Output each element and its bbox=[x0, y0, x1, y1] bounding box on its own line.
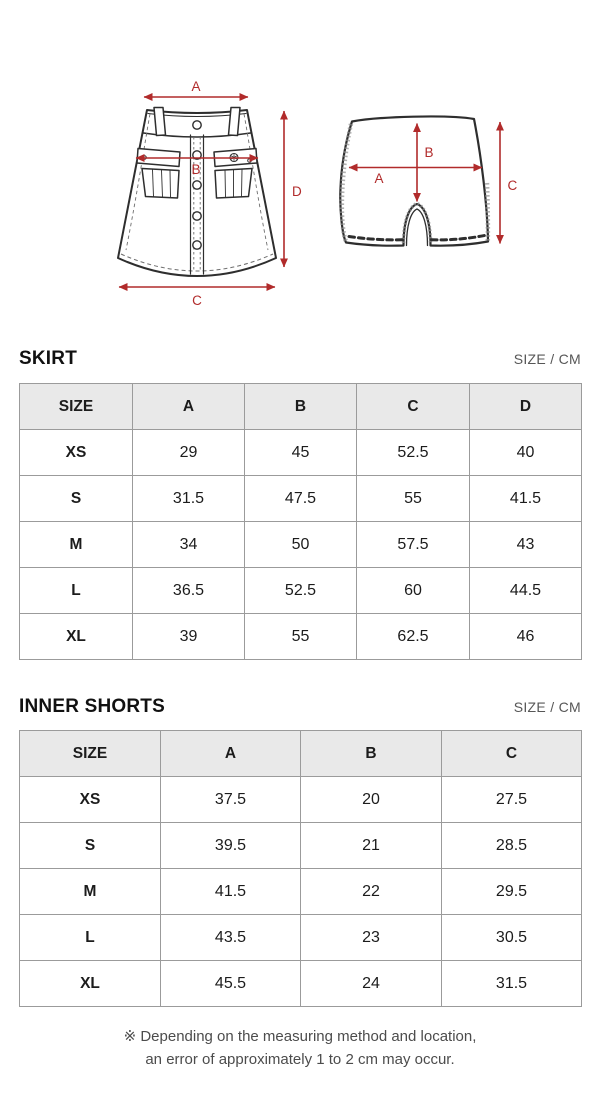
shorts-measure-c-label: C bbox=[507, 178, 518, 193]
table-row bbox=[20, 476, 582, 522]
table-row bbox=[20, 430, 582, 476]
measure-value: 45 bbox=[245, 430, 357, 476]
measure-value: 31.5 bbox=[133, 476, 245, 522]
measure-value: 41.5 bbox=[161, 869, 301, 915]
size-label: S bbox=[20, 476, 133, 522]
size-label: M bbox=[20, 522, 133, 568]
measure-value: 60 bbox=[357, 568, 470, 614]
measure-value: 39 bbox=[133, 614, 245, 660]
inner-shorts-col-size: SIZE bbox=[20, 731, 161, 777]
size-label: XL bbox=[20, 961, 161, 1007]
disclaimer-line-1: ※ Depending on the measuring method and location, bbox=[123, 1028, 477, 1045]
inner-shorts-section bbox=[19, 696, 581, 1007]
measure-value: 29.5 bbox=[442, 869, 582, 915]
skirt-col-c: C bbox=[357, 384, 470, 430]
measure-value: 37.5 bbox=[161, 777, 301, 823]
table-row bbox=[20, 823, 582, 869]
measure-value: 34 bbox=[133, 522, 245, 568]
skirt-measure-a-label: A bbox=[191, 79, 201, 94]
belt-loop-left bbox=[154, 108, 166, 136]
inner-shorts-unit-label: SIZE / CM bbox=[513, 699, 581, 715]
inner-shorts-table-header-row bbox=[20, 731, 582, 777]
measure-value: 29 bbox=[133, 430, 245, 476]
table-row bbox=[20, 614, 582, 660]
measurement-diagram-svg bbox=[0, 0, 600, 330]
table-row bbox=[20, 568, 582, 614]
size-label: XS bbox=[20, 777, 161, 823]
measure-value: 50 bbox=[245, 522, 357, 568]
measure-value: 55 bbox=[357, 476, 470, 522]
skirt-section-header bbox=[19, 348, 581, 370]
measure-value: 27.5 bbox=[442, 777, 582, 823]
skirt-col-size: SIZE bbox=[20, 384, 133, 430]
inner-shorts-col-b: B bbox=[301, 731, 442, 777]
measure-value: 24 bbox=[301, 961, 442, 1007]
measure-value: 28.5 bbox=[442, 823, 582, 869]
size-label: L bbox=[20, 568, 133, 614]
measure-value: 21 bbox=[301, 823, 442, 869]
inner-shorts-col-a: A bbox=[161, 731, 301, 777]
shorts-right-stitch-texture bbox=[487, 183, 488, 241]
measure-value: 45.5 bbox=[161, 961, 301, 1007]
measure-value: 57.5 bbox=[357, 522, 470, 568]
belt-loop-right bbox=[229, 108, 241, 136]
measure-value: 36.5 bbox=[133, 568, 245, 614]
inner-shorts-col-c: C bbox=[442, 731, 582, 777]
skirt-col-d: D bbox=[470, 384, 582, 430]
shorts-measure-b-label: B bbox=[424, 145, 434, 160]
table-row bbox=[20, 961, 582, 1007]
skirt-unit-label: SIZE / CM bbox=[513, 351, 581, 367]
measure-value: 40 bbox=[470, 430, 582, 476]
measure-value: 41.5 bbox=[470, 476, 582, 522]
measure-value: 52.5 bbox=[357, 430, 470, 476]
shorts-measure-a-label: A bbox=[374, 171, 384, 186]
measure-value: 30.5 bbox=[442, 915, 582, 961]
inner-shorts-section-header bbox=[19, 696, 581, 718]
measure-value: 43 bbox=[470, 522, 582, 568]
measure-value: 44.5 bbox=[470, 568, 582, 614]
skirt-section bbox=[19, 348, 581, 660]
inner-shorts-size-table bbox=[19, 730, 582, 1007]
measure-value: 20 bbox=[301, 777, 442, 823]
table-row bbox=[20, 869, 582, 915]
disclaimer-line-2: an error of approximately 1 to 2 cm may occur. bbox=[145, 1051, 455, 1068]
skirt-measure-b-label: B bbox=[191, 162, 201, 177]
measure-value: 62.5 bbox=[357, 614, 470, 660]
measure-value: 39.5 bbox=[161, 823, 301, 869]
measurement-disclaimer bbox=[0, 1025, 600, 1071]
table-row bbox=[20, 777, 582, 823]
size-label: XS bbox=[20, 430, 133, 476]
measure-value: 47.5 bbox=[245, 476, 357, 522]
size-label: M bbox=[20, 869, 161, 915]
skirt-col-b: B bbox=[245, 384, 357, 430]
skirt-drawing bbox=[118, 79, 302, 308]
inner-shorts-section-title: INNER SHORTS bbox=[19, 696, 165, 717]
table-row bbox=[20, 522, 582, 568]
size-label: XL bbox=[20, 614, 133, 660]
measure-value: 22 bbox=[301, 869, 442, 915]
skirt-table-header-row bbox=[20, 384, 582, 430]
measure-value: 52.5 bbox=[245, 568, 357, 614]
measurement-diagram bbox=[0, 0, 600, 330]
inner-shorts-drawing bbox=[340, 116, 517, 245]
skirt-size-table bbox=[19, 383, 582, 660]
measure-value: 23 bbox=[301, 915, 442, 961]
skirt-col-a: A bbox=[133, 384, 245, 430]
size-label: S bbox=[20, 823, 161, 869]
measure-value: 43.5 bbox=[161, 915, 301, 961]
size-label: L bbox=[20, 915, 161, 961]
skirt-measure-c-label: C bbox=[192, 293, 202, 308]
measure-value: 46 bbox=[470, 614, 582, 660]
measure-value: 31.5 bbox=[442, 961, 582, 1007]
skirt-section-title: SKIRT bbox=[19, 348, 77, 369]
measure-value: 55 bbox=[245, 614, 357, 660]
skirt-measure-d-label: D bbox=[292, 184, 302, 199]
table-row bbox=[20, 915, 582, 961]
